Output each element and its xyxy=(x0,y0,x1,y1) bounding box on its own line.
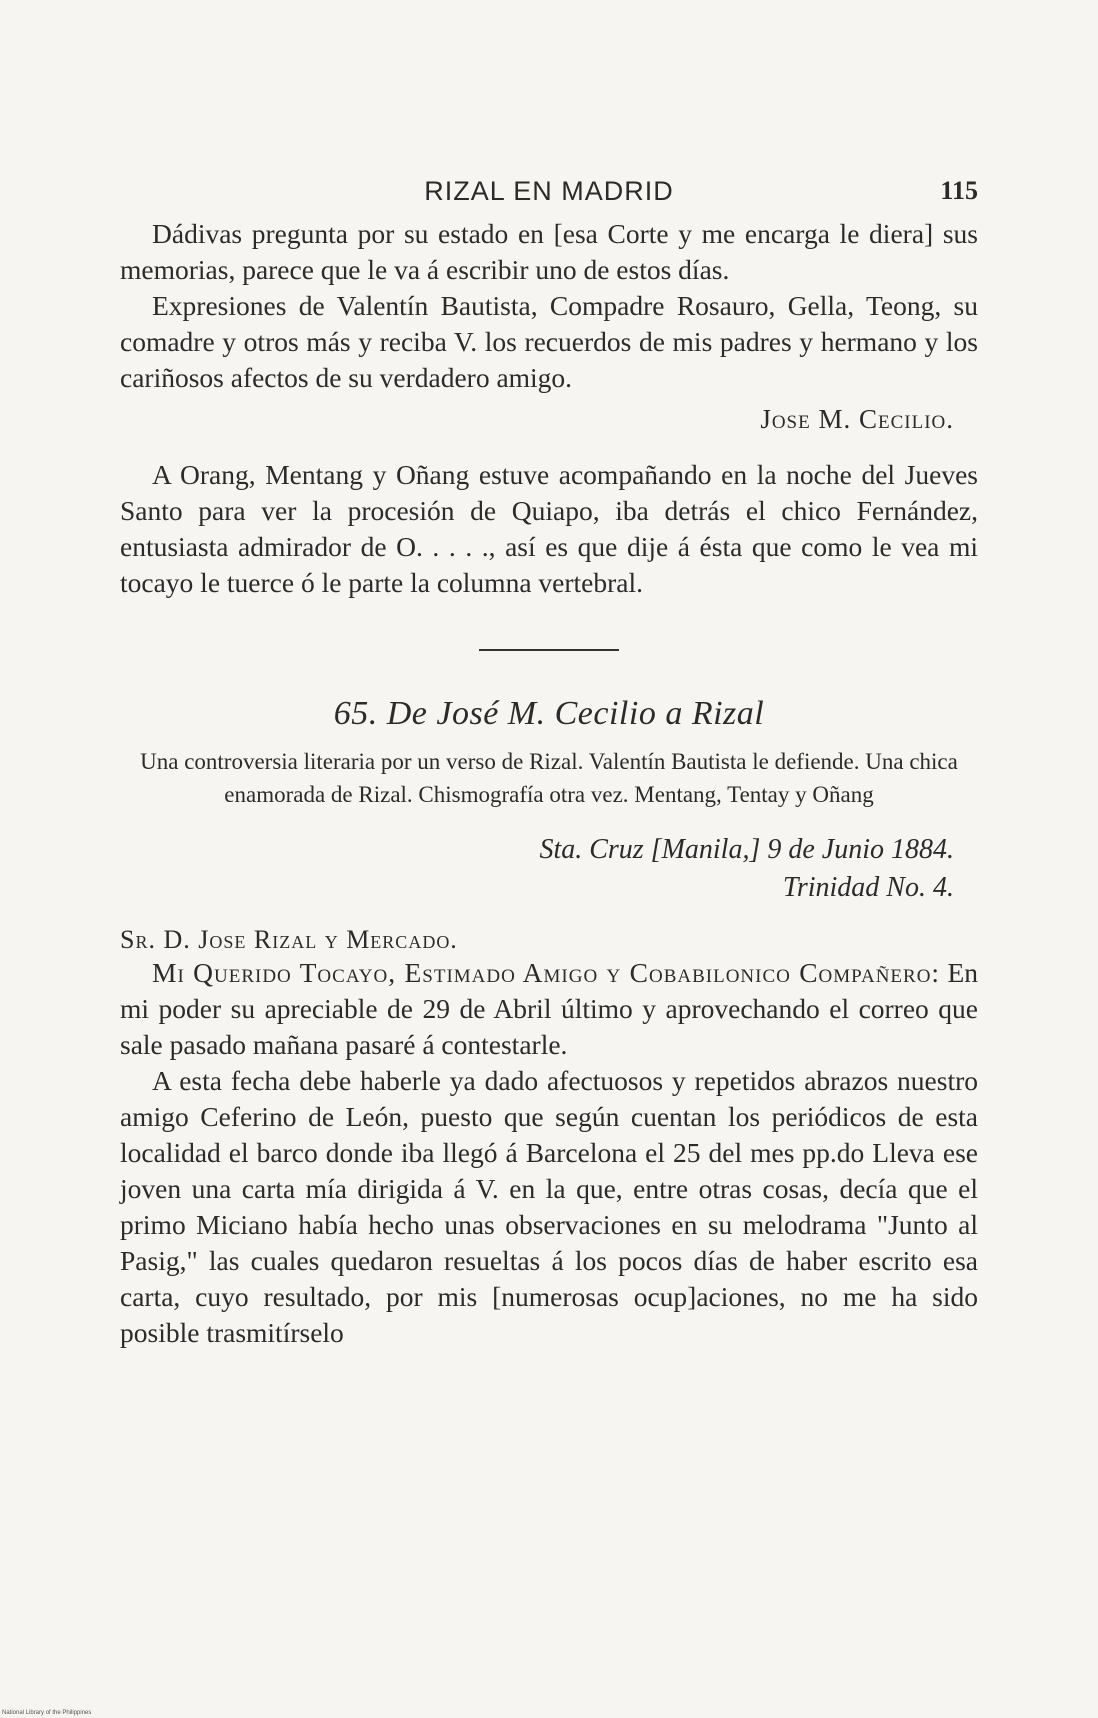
paragraph-orang: A Orang, Mentang y Oñang estuve acompañando en la noche del Jueves Santo para ver la procesión de Quiapo, iba detrás el chico Fernández, entusiasta admirador de O. . . . ., así es que dije á ésta que como le vea mi tocayo le tuerce ó le parte la columna vertebral. xyxy=(120,459,978,598)
section-divider xyxy=(479,649,619,651)
letter-summary: Una controversia literaria por un verso de Rizal. Valentín Bautista le defiende. Una chica enamorada de Rizal. Chismografía otra vez. Mentang, Tentay y Oñang xyxy=(140,749,958,807)
page-header xyxy=(120,170,978,216)
scan-credit: National Library of the Philippines xyxy=(2,1710,92,1716)
dateline-place-date: Sta. Cruz [Manila,] 9 de Junio 1884. xyxy=(539,834,954,865)
greeting-text: En mi poder su apreciable de 29 de Abril último y aprovechando el correo que sale pasado mañana pasaré á contestarle. xyxy=(120,957,978,1060)
paragraph-expresiones: Expresiones de Valentín Bautista, Compadre Rosauro, Gella, Teong, su comadre y otros más y reciba V. los recuerdos de mis padres y hermano y los cariñosos afectos de su verdadero amigo. xyxy=(120,290,978,393)
book-page xyxy=(120,170,978,1351)
dateline-address: Trinidad No. 4. xyxy=(782,872,954,903)
letter-dateline xyxy=(120,831,954,907)
paragraph-greeting xyxy=(120,955,978,1063)
page-number: 115 xyxy=(940,176,978,205)
signature: Jose M. Cecilio. xyxy=(760,404,954,434)
letter-title: 65. De José M. Cecilio a Rizal xyxy=(333,695,765,732)
running-title: RIZAL EN MADRID xyxy=(424,176,674,206)
greeting: Mi Querido Tocayo, Estimado Amigo y Cobabilonico Compañero: xyxy=(152,957,941,988)
paragraph-ceferino: A esta fecha debe haberle ya dado afectuosos y repetidos abrazos nuestro amigo Ceferino de León, puesto que según cuentan los periódicos de esta localidad el barco donde iba llegó á Barcelona el 25 del mes pp.do Lleva ese joven una carta mía dirigida á V. en la que, entre otras cosas, decía que el primo Miciano había hecho unas observaciones en su melodrama "Junto al Pasig," las cuales quedaron resueltas á los pocos días de haber escrito esa carta, cuyo resultado, por mis [numerosas ocup]aciones, no me ha sido posible trasmitírselo xyxy=(120,1065,978,1348)
paragraph-dadivas: Dádivas pregunta por su estado en [esa Corte y me encarga le diera] sus memorias, parece que le va á escribir uno de estos días. xyxy=(120,218,978,285)
addressee: Sr. D. Jose Rizal y Mercado. xyxy=(120,925,458,954)
